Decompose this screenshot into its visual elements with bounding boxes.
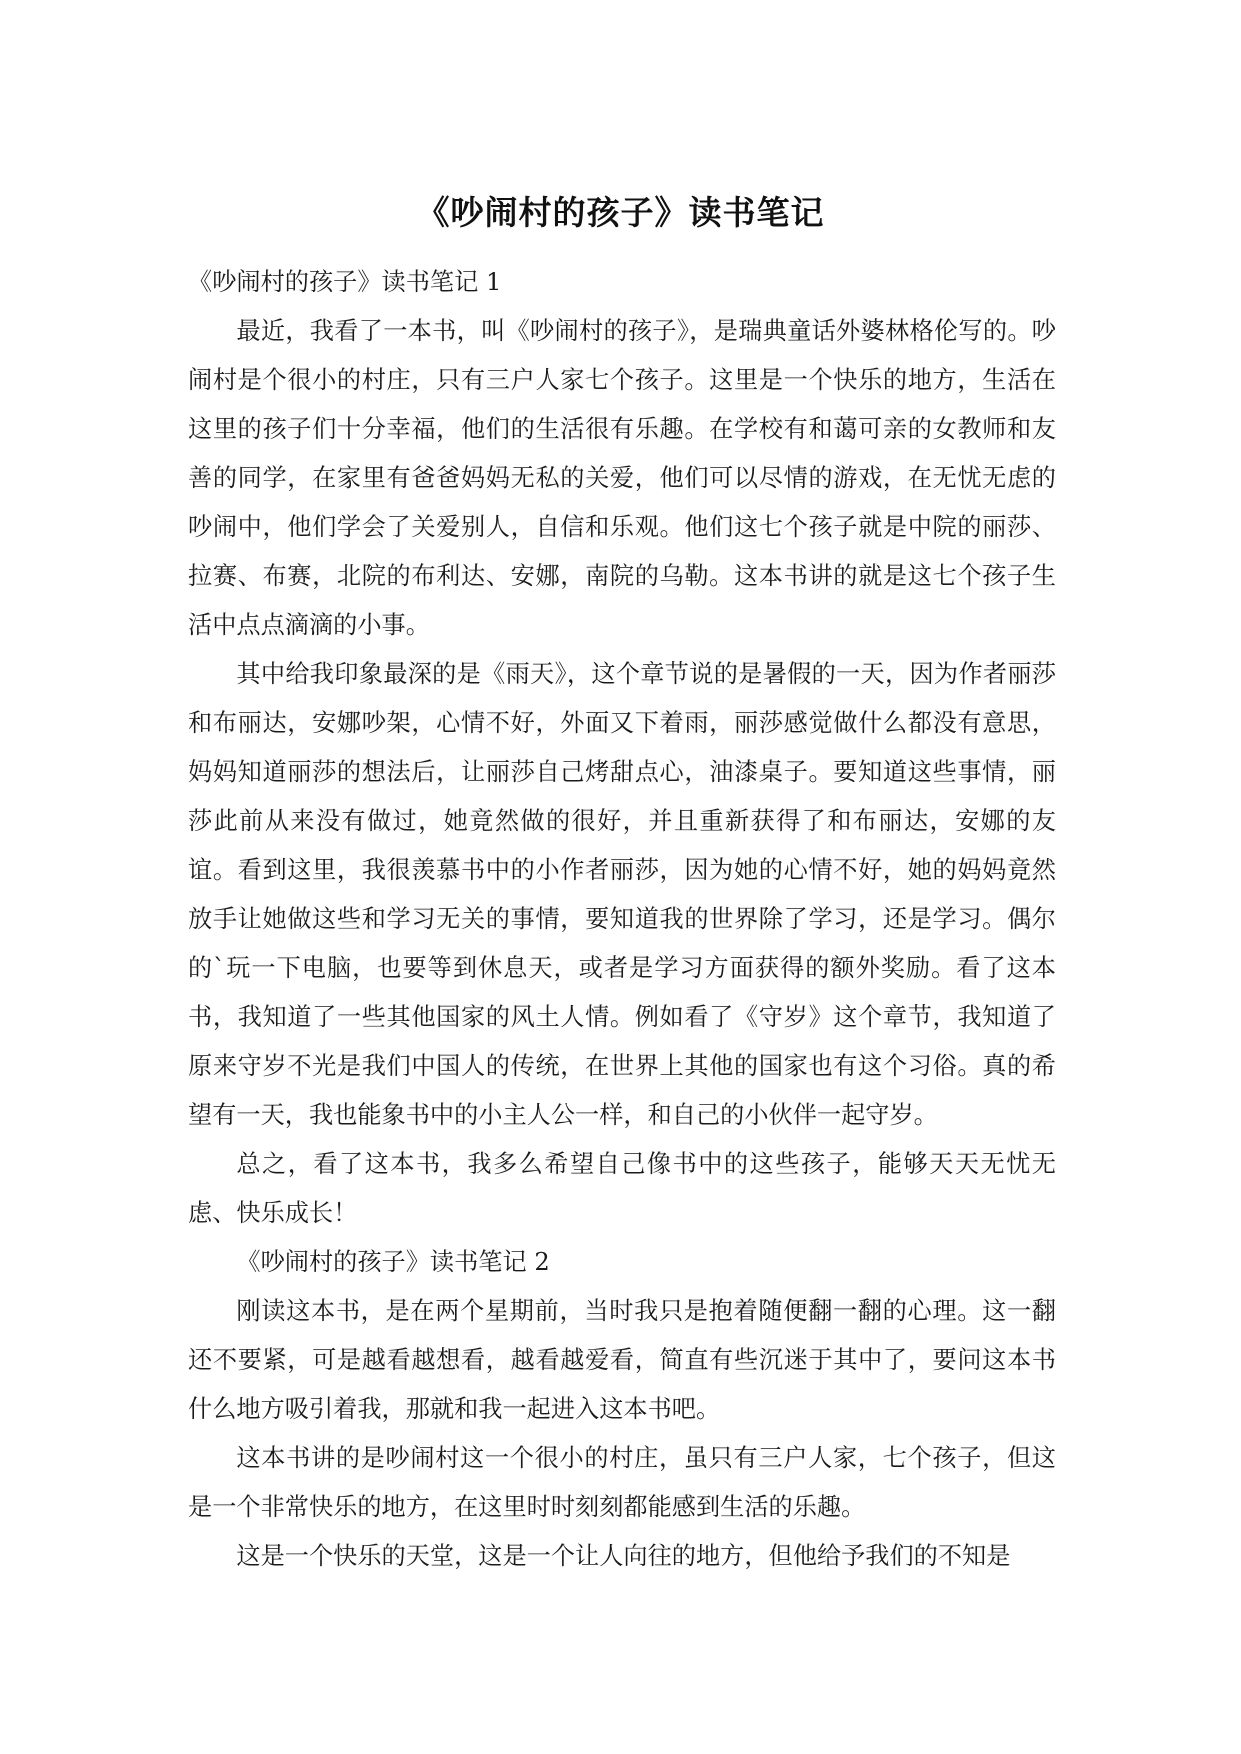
section-2-paragraph-1: 刚读这本书，是在两个星期前，当时我只是抱着随便翻一翻的心理。这一翻还不要紧，可是越看越想看，越看越爱看，简直有些沉迷于其中了，要问这本书什么地方吸引着我，那就和我一起进入这本书吧。 [188, 1297, 1056, 1423]
section-2-paragraph-2: 这本书讲的是吵闹村这一个很小的村庄，虽只有三户人家，七个孩子，但这是一个非常快乐的地方，在这里时时刻刻都能感到生活的乐趣。 [188, 1444, 1056, 1521]
section-2-paragraph-3: 这是一个快乐的天堂，这是一个让人向往的地方，但他给予我们的不知是 [236, 1542, 1011, 1570]
section-1-paragraph-1: 最近，我看了一本书，叫《吵闹村的孩子》，是瑞典童话外婆林格伦写的。吵闹村是个很小的村庄，只有三户人家七个孩子。这里是一个快乐的地方，生活在这里的孩子们十分幸福，他们的生活很有乐趣。在学校有和蔼可亲的女教师和友善的同学，在家里有爸爸妈妈无私的关爱，他们可以尽情的游戏，在无忧无虑的吵闹中，他们学会了关爱别人，自信和乐观。他们这七个孩子就是中院的丽莎、拉赛、布赛，北院的布利达、安娜，南院的乌勒。这本书讲的就是这七个孩子生活中点点滴滴的小事。 [188, 317, 1056, 639]
section-1-paragraph-3: 总之，看了这本书，我多么希望自己像书中的这些孩子，能够天天无忧无虑、快乐成长！ [188, 1150, 1056, 1227]
section-2-heading: 《吵闹村的孩子》读书笔记 2 [236, 1248, 550, 1276]
document-title: 《吵闹村的孩子》读书笔记 [416, 193, 825, 232]
section-1-heading: 《吵闹村的孩子》读书笔记 1 [188, 268, 502, 296]
section-1-paragraph-2: 其中给我印象最深的是《雨天》，这个章节说的是暑假的一天，因为作者丽莎和布丽达，安娜吵架，心情不好，外面又下着雨，丽莎感觉做什么都没有意思，妈妈知道丽莎的想法后，让丽莎自己烤甜点心，油漆桌子。要知道这些事情，丽莎此前从来没有做过，她竟然做的很好，并且重新获得了和布丽达，安娜的友谊。看到这里，我很羡慕书中的小作者丽莎，因为她的心情不好，她的妈妈竟然放手让她做这些和学习无关的事情，要知道我的世界除了学习，还是学习。偶尔的`玩一下电脑，也要等到休息天，或者是学习方面获得的额外奖励。看了这本书，我知道了一些其他国家的风土人情。例如看了《守岁》这个章节，我知道了原来守岁不光是我们中国人的传统，在世界上其他的国家也有这个习俗。真的希望有一天，我也能象书中的小主人公一样，和自己的小伙伴一起守岁。 [188, 660, 1056, 1129]
document-body [188, 258, 1056, 1581]
